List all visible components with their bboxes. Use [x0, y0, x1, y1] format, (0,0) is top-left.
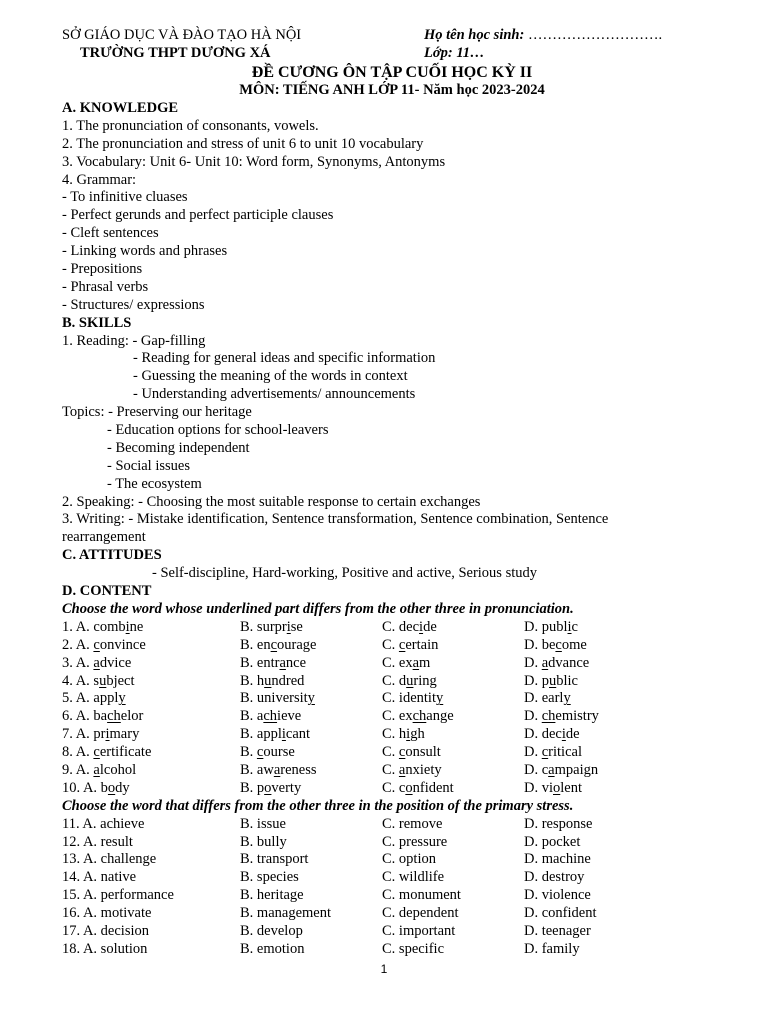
knowledge-item: - Cleft sentences [62, 225, 159, 242]
underlined-part: c [93, 636, 100, 653]
underlined-part: a [548, 761, 555, 778]
attitudes-heading: C. ATTITUDES [62, 547, 162, 564]
pronunciation-question-row [62, 708, 722, 726]
reading-sub-item: - Reading for general ideas and specific information [133, 350, 436, 367]
answer-option [240, 726, 310, 744]
answer-option [524, 708, 599, 726]
underlined-part: c [541, 744, 549, 761]
option-text-before: 4. A. s [62, 672, 100, 689]
knowledge-item: - Prepositions [62, 261, 143, 278]
option-text-before: 1. A. comb [62, 618, 126, 635]
option-text-after: ourse [263, 744, 295, 761]
underlined-part: i [125, 618, 130, 635]
answer-option [62, 762, 136, 780]
knowledge-item: 3. Vocabulary: Unit 6- Unit 10: Word form, Synonyms, Antonyms [62, 153, 446, 170]
answer-option [62, 744, 151, 762]
option-text-after: m [419, 654, 431, 671]
underlined-part: o [553, 779, 561, 796]
underlined-part: ch [263, 708, 278, 725]
reading-sub-item: - Understanding advertisements/ announcements [133, 386, 416, 403]
option-text-after: onsult [405, 744, 441, 761]
stress-instruction: Choose the word that differs from the other three in the position of the primary stress. [62, 797, 574, 814]
underlined-part: a [279, 654, 286, 671]
answer-option [240, 673, 304, 691]
option-text-after: reness [280, 761, 317, 778]
option-text-before: C. [382, 636, 399, 653]
underlined-part: ch [541, 708, 556, 725]
answer-option: D. violence [524, 887, 591, 904]
document-title: ĐỀ CƯƠNG ÔN TẬP CUỐI HỌC KỲ II [251, 64, 533, 81]
answer-option [62, 780, 130, 798]
answer-option [524, 619, 578, 637]
student-name-field [424, 27, 662, 45]
knowledge-item: - To infinitive cluases [62, 189, 188, 206]
pronunciation-question-row [62, 655, 722, 673]
answer-option: B. management [240, 905, 332, 922]
option-text-after: ring [413, 672, 437, 689]
option-text-after: gh [410, 726, 425, 743]
option-text-after: dy [115, 779, 130, 796]
option-text-before: D. p [524, 672, 549, 689]
page-number: 1 [380, 962, 388, 976]
document-page [62, 27, 722, 959]
underlined-part: i [281, 726, 286, 743]
skills-heading: B. SKILLS [62, 314, 132, 331]
underlined-part: c [270, 636, 278, 653]
answer-option: C. option [382, 851, 436, 868]
option-text-before: C. [382, 744, 399, 761]
knowledge-item: 1. The pronunciation of consonants, vowels. [62, 117, 319, 134]
option-text-before: B. en [240, 636, 271, 653]
answer-option [62, 637, 146, 655]
option-text-after: dvance [548, 654, 590, 671]
underlined-part: a [93, 654, 100, 671]
writing-line-cont: rearrangement [62, 529, 146, 546]
answer-option [382, 673, 437, 691]
knowledge-item: - Perfect gerunds and perfect participle clauses [62, 207, 334, 224]
option-text-before: B. appl [240, 726, 282, 743]
answer-option: C. monument [382, 887, 461, 904]
underlined-part: i [567, 618, 572, 635]
answer-option [524, 690, 571, 708]
answer-option: 13. A. challenge [62, 851, 157, 868]
underlined-part: o [264, 779, 272, 796]
option-text-after: nfident [412, 779, 454, 796]
school-name: TRƯỜNG THPT DƯƠNG XÁ [80, 45, 271, 61]
option-text-before: C. identit [382, 690, 436, 707]
department-name: SỞ GIÁO DỤC VÀ ĐÀO TẠO HÀ NỘI [62, 27, 302, 43]
answer-option: B. species [240, 869, 299, 886]
option-text-before: C. d [382, 672, 407, 689]
knowledge-item: - Phrasal verbs [62, 278, 149, 295]
header-row-1 [62, 27, 722, 45]
topics-line: Topics: - Preserving our heritage [62, 404, 252, 421]
knowledge-heading: A. KNOWLEDGE [62, 100, 179, 116]
underlined-part: c [398, 744, 406, 761]
underlined-part: ch [107, 708, 121, 725]
stress-question-row [62, 834, 722, 852]
answer-option: 14. A. native [62, 869, 137, 886]
stress-question-row [62, 905, 722, 923]
stress-question-row [62, 869, 722, 887]
underlined-part: c [256, 744, 264, 761]
knowledge-item: 4. Grammar: [62, 171, 137, 188]
answer-option [382, 619, 437, 637]
option-text-before: 9. A. [62, 761, 94, 778]
pronunciation-question-row [62, 637, 722, 655]
underlined-part: u [406, 672, 414, 689]
topic-item: - Social issues [107, 457, 190, 474]
option-text-before: D. be [524, 636, 556, 653]
answer-option [524, 655, 589, 673]
underlined-part: a [93, 761, 100, 778]
option-text-before: D. earl [524, 690, 564, 707]
answer-option [62, 690, 126, 708]
pronunciation-question-row [62, 673, 722, 691]
underlined-part: y [118, 690, 126, 707]
stress-questions [62, 816, 722, 959]
option-text-after: ndred [271, 672, 305, 689]
answer-option [382, 744, 441, 762]
option-text-after: lent [560, 779, 582, 796]
option-text-before: 3. A. [62, 654, 94, 671]
student-name-label: Họ tên học sinh: [424, 27, 525, 43]
answer-option [240, 619, 303, 637]
option-text-after: ieve [277, 708, 302, 725]
underlined-part: i [406, 726, 411, 743]
option-text-before: 6. A. ba [62, 708, 108, 725]
answer-option [524, 744, 582, 762]
answer-option: 18. A. solution [62, 940, 148, 957]
underlined-part: i [105, 726, 110, 743]
answer-option [240, 637, 317, 655]
answer-option: 11. A. achieve [62, 815, 145, 832]
option-text-after: mary [109, 726, 140, 743]
option-text-before: B. universit [240, 690, 308, 707]
answer-option: 16. A. motivate [62, 905, 152, 922]
class-label: Lớp: 11… [424, 45, 485, 61]
pronunciation-question-row [62, 726, 722, 744]
option-text-after: bject [106, 672, 135, 689]
option-text-after: ertain [405, 636, 439, 653]
student-name-dots: ………………………. [524, 27, 663, 43]
answer-option: D. pocket [524, 833, 581, 850]
answer-option [62, 726, 139, 744]
answer-option: D. family [524, 940, 580, 957]
answer-option: B. heritage [240, 887, 304, 904]
answer-option: 17. A. decision [62, 922, 149, 939]
underlined-part: i [419, 618, 424, 635]
answer-option: 15. A. performance [62, 887, 174, 904]
option-text-after: se [290, 618, 303, 635]
answer-option: D. response [524, 815, 593, 832]
answer-option [240, 780, 301, 798]
answer-option [62, 673, 135, 691]
knowledge-item: - Structures/ expressions [62, 296, 205, 313]
option-text-after: ritical [548, 744, 582, 761]
option-text-after: nce [285, 654, 307, 671]
answer-option [524, 762, 598, 780]
underlined-part: ch [412, 708, 427, 725]
underlined-part: a [541, 654, 549, 671]
answer-option [382, 726, 425, 744]
answer-option [62, 619, 143, 637]
option-text-after: mpaign [554, 761, 599, 778]
header-row-2 [62, 45, 722, 63]
underlined-part: a [398, 761, 406, 778]
option-text-after: onvince [99, 636, 146, 653]
pronunciation-question-row [62, 762, 722, 780]
stress-question-row [62, 851, 722, 869]
answer-option [382, 655, 430, 673]
underlined-part: c [93, 744, 100, 761]
answer-option: B. develop [240, 922, 303, 939]
underlined-part: y [435, 690, 444, 707]
pronunciation-questions [62, 619, 722, 798]
answer-option [524, 673, 578, 691]
option-text-after: blic [556, 672, 578, 689]
answer-option: D. teenager [524, 922, 591, 939]
answer-option [382, 780, 454, 798]
answer-option [62, 655, 131, 673]
answer-option [382, 762, 442, 780]
pronunciation-question-row [62, 619, 722, 637]
answer-option [382, 690, 443, 708]
option-text-after: c [571, 618, 578, 635]
answer-option [382, 637, 438, 655]
option-text-before: 2. A. [62, 636, 94, 653]
topic-item: - Becoming independent [107, 439, 250, 456]
answer-option [382, 708, 454, 726]
option-text-after: ome [561, 636, 587, 653]
option-text-before: B. entr [240, 654, 280, 671]
option-text-after: de [565, 726, 580, 743]
answer-option [524, 780, 582, 798]
option-text-after: verty [271, 779, 302, 796]
answer-option: C. remove [382, 815, 443, 832]
pronunciation-instruction: Choose the word whose underlined part differs from the other three in pronunciation. [62, 600, 574, 617]
answer-option [62, 708, 143, 726]
option-text-before: 8. A. [62, 744, 94, 761]
option-text-after: lcohol [99, 761, 137, 778]
answer-option: C. specific [382, 940, 445, 957]
option-text-before: B. aw [240, 761, 274, 778]
option-text-before: D. [524, 654, 542, 671]
option-text-after: elor [120, 708, 144, 725]
underlined-part: y [307, 690, 315, 707]
option-text-before: D. [524, 708, 542, 725]
answer-option: C. important [382, 922, 456, 939]
underlined-part: u [548, 672, 557, 689]
option-text-before: C. ex [382, 708, 413, 725]
knowledge-item: - Linking words and phrases [62, 243, 228, 260]
option-text-before: C. ex [382, 654, 413, 671]
pronunciation-question-row [62, 690, 722, 708]
stress-question-row [62, 887, 722, 905]
answer-option: 12. A. result [62, 833, 133, 850]
option-text-before: C. h [382, 726, 407, 743]
option-text-after: emistry [555, 708, 599, 725]
option-text-after: ourage [277, 636, 317, 653]
underlined-part: a [412, 654, 420, 671]
underlined-part: i [561, 726, 566, 743]
answer-option: C. pressure [382, 833, 448, 850]
option-text-after: dvice [99, 654, 132, 671]
stress-question-row [62, 941, 722, 959]
option-text-before: C. [382, 761, 399, 778]
option-text-before: 10. A. b [62, 779, 108, 796]
underlined-part: o [107, 779, 116, 796]
answer-option [240, 690, 315, 708]
option-text-before: B. surpr [240, 618, 287, 635]
reading-sub-item: - Guessing the meaning of the words in context [133, 368, 408, 385]
option-text-before: B. a [240, 708, 264, 725]
stress-question-row [62, 923, 722, 941]
option-text-before: D. [524, 744, 542, 761]
option-text-before: D. dec [524, 726, 562, 743]
answer-option: D. confident [524, 905, 597, 922]
document-subtitle: MÔN: TIẾNG ANH LỚP 11- Năm học 2023-2024 [239, 82, 545, 98]
topic-item: - The ecosystem [107, 475, 202, 492]
answer-option [240, 708, 301, 726]
option-text-before: B. [240, 744, 257, 761]
underlined-part: o [405, 779, 413, 796]
attitudes-text: - Self-discipline, Hard-working, Positive and active, Serious study [152, 565, 537, 582]
underlined-part: i [286, 618, 291, 635]
pronunciation-question-row [62, 744, 722, 762]
option-text-after: ertificate [99, 744, 152, 761]
option-text-before: D. publ [524, 618, 568, 635]
reading-sub-list [62, 350, 722, 404]
answer-option: C. dependent [382, 905, 459, 922]
option-text-after: cant [285, 726, 311, 743]
option-text-before: 7. A. pr [62, 726, 106, 743]
knowledge-list [62, 118, 722, 315]
option-text-after: ne [129, 618, 144, 635]
answer-option: D. machine [524, 851, 591, 868]
answer-option: B. issue [240, 815, 286, 832]
topic-item: - Education options for school-leavers [107, 422, 329, 439]
option-text-after: ange [426, 708, 454, 725]
underlined-part: a [273, 761, 281, 778]
underlined-part: c [398, 636, 406, 653]
writing-line: 3. Writing: - Mistake identification, Sentence transformation, Sentence combination, Sentence [62, 511, 609, 528]
answer-option [524, 726, 580, 744]
answer-option [240, 762, 317, 780]
option-text-before: 5. A. appl [62, 690, 119, 707]
answer-option: B. transport [240, 851, 309, 868]
underlined-part: u [99, 672, 107, 689]
underlined-part: c [555, 636, 562, 653]
knowledge-item: 2. The pronunciation and stress of unit 6 to unit 10 vocabulary [62, 135, 424, 152]
speaking-line: 2. Speaking: - Choosing the most suitable response to certain exchanges [62, 493, 481, 510]
answer-option [240, 744, 295, 762]
option-text-before: C. c [382, 779, 406, 796]
content-heading: D. CONTENT [62, 583, 152, 600]
option-text-before: B. h [240, 672, 265, 689]
option-text-before: D. c [524, 761, 549, 778]
topics-sub-list [62, 422, 722, 494]
reading-line: 1. Reading: - Gap-filling [62, 332, 206, 349]
answer-option: B. bully [240, 833, 287, 850]
answer-option: C. wildlife [382, 869, 445, 886]
underlined-part: y [563, 690, 571, 707]
answer-option: D. destroy [524, 869, 585, 886]
stress-question-row [62, 816, 722, 834]
option-text-before: B. p [240, 779, 265, 796]
option-text-after: de [423, 618, 437, 635]
option-text-before: C. dec [382, 618, 420, 635]
underlined-part: u [264, 672, 272, 689]
answer-option: B. emotion [240, 940, 305, 957]
option-text-before: D. vi [524, 779, 553, 796]
pronunciation-question-row [62, 780, 722, 798]
answer-option [524, 637, 587, 655]
answer-option [240, 655, 306, 673]
option-text-after: nxiety [405, 761, 442, 778]
